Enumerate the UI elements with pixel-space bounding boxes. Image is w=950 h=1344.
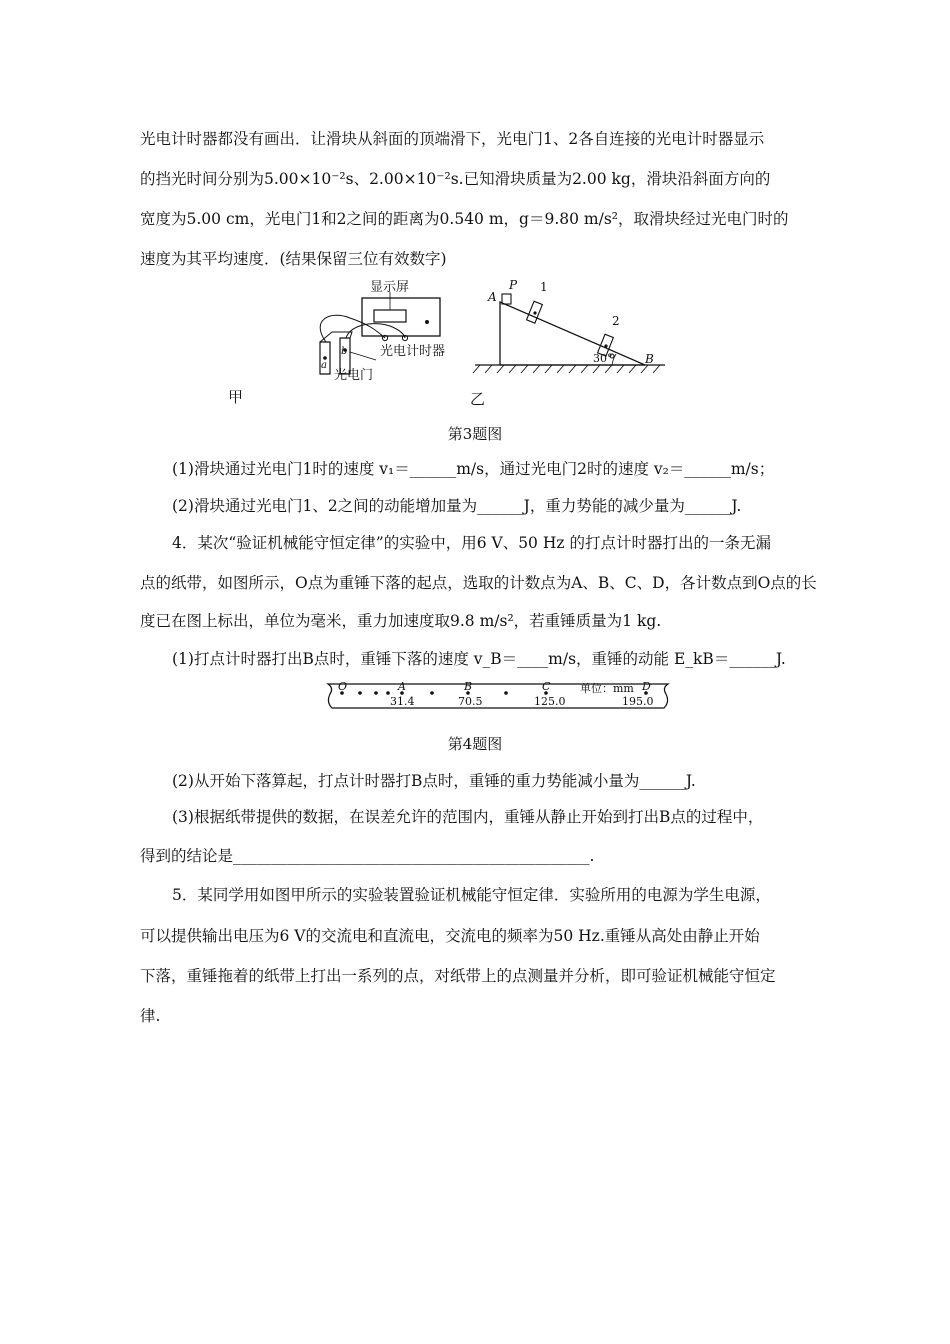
p3-line-1: 光电计时器都没有画出．让滑块从斜面的顶端滑下，光电门1、2各自连接的光电计时器显示 bbox=[140, 130, 765, 148]
q4-sub-2: (2)从开始下落算起，打点计时器打B点时，重锤的重力势能减小量为______J. bbox=[172, 772, 696, 790]
p3-line-2: 的挡光时间分别为5.00×10⁻²s、2.00×10⁻²s.已知滑块质量为2.00 kg，滑块沿斜面方向的 bbox=[140, 170, 771, 188]
figure-4-tape bbox=[324, 680, 674, 712]
q5-line-3: 下落，重锤拖着的纸带上打出一系列的点，对纸带上的点测量并分析，即可验证机械能守恒定 bbox=[140, 967, 776, 985]
tape-unit: 单位：mm bbox=[580, 682, 634, 695]
q3-sub-2: (2)滑块通过光电门1、2之间的动能增加量为______J，重力势能的减少量为______J. bbox=[172, 497, 742, 515]
ground-hatch bbox=[473, 365, 660, 373]
label-gate-1: 1 bbox=[540, 280, 548, 294]
label-B: B bbox=[645, 352, 654, 366]
incline-triangle bbox=[500, 302, 645, 365]
slider-block bbox=[502, 294, 511, 304]
tape-value-D: 195.0 bbox=[622, 695, 654, 708]
figure-4-caption: 第4题图 bbox=[447, 735, 503, 753]
tape-value-A: 31.4 bbox=[390, 695, 415, 708]
display-screen bbox=[374, 310, 406, 322]
q4-sub-3a: (3)根据纸带提供的数据，在误差允许的范围内，重锤从静止开始到打出B点的过程中， bbox=[172, 808, 764, 826]
q4-sub-1: (1)打点计时器打出B点时，重锤下落的速度 v_B＝____m/s，重锤的动能 E_kB＝______J. bbox=[172, 650, 786, 668]
figure-yi-label: 乙 bbox=[470, 390, 486, 408]
label-A: A bbox=[488, 290, 497, 304]
q4-sub-3b: 得到的结论是______________________________________________. bbox=[140, 847, 595, 865]
figure-jia-label: 甲 bbox=[228, 388, 244, 406]
label-P: P bbox=[509, 278, 518, 292]
display-label: 显示屏 bbox=[370, 280, 410, 295]
figure-3-caption: 第3题图 bbox=[447, 425, 503, 443]
q4-line-1: 4．某次“验证机械能守恒定律”的实验中，用6 V、50 Hz 的打点计时器打出的一条无漏 bbox=[172, 534, 771, 552]
tape-B: B bbox=[464, 680, 473, 693]
label-a: a bbox=[321, 360, 327, 371]
tape-value-B: 70.5 bbox=[458, 695, 483, 708]
q5-line-2: 可以提供输出电压为6 V的交流电和直流电，交流电的频率为50 Hz.重锤从高处由静止开始 bbox=[140, 927, 760, 945]
p3-line-3: 宽度为5.00 cm，光电门1和2之间的距离为0.540 m，g＝9.80 m/s²，取滑块经过光电门时的 bbox=[140, 210, 789, 228]
tape-O: O bbox=[338, 680, 348, 693]
q4-line-3: 度已在图上标出，单位为毫米，重力加速度取9.8 m/s²，若重锤质量为1 kg. bbox=[140, 612, 662, 630]
q5-line-1: 5．某同学用如图甲所示的实验装置验证机械能守恒定律．实验所用的电源为学生电源， bbox=[172, 886, 771, 904]
q4-line-2: 点的纸带，如图所示，O点为重锤下落的起点，选取的计数点为A、B、C、D，各计数点到O点的长 bbox=[140, 574, 817, 592]
q3-sub-1: (1)滑块通过光电门1时的速度 v₁＝______m/s，通过光电门2时的速度 v₂＝______m/s； bbox=[172, 460, 775, 478]
p3-line-4: 速度为其平均速度．(结果保留三位有效数字) bbox=[140, 250, 447, 268]
gate-label: 光电门 bbox=[334, 368, 374, 383]
figure-3 bbox=[290, 278, 680, 383]
tape-A: A bbox=[398, 680, 406, 693]
tape-D: D bbox=[642, 680, 651, 693]
q5-line-4: 律. bbox=[140, 1007, 161, 1025]
label-gate-2: 2 bbox=[612, 314, 620, 328]
timer-label: 光电计时器 bbox=[380, 344, 446, 359]
tape-C: C bbox=[542, 680, 551, 693]
label-angle: 30° bbox=[593, 352, 613, 365]
tape-value-C: 125.0 bbox=[534, 695, 566, 708]
timer-knob bbox=[425, 320, 429, 324]
cable-1 bbox=[320, 315, 385, 342]
label-b: b bbox=[341, 346, 348, 357]
